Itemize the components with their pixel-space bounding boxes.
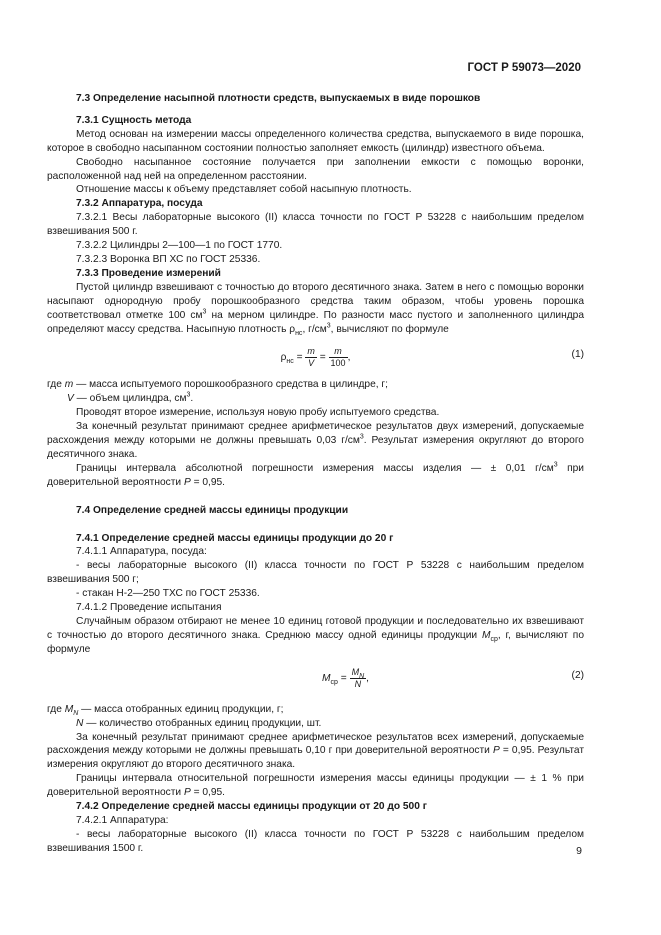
paragraph: Границы интервала абсолютной погрешности измерения массы изделия — ± 0,01 $г/см^3$ при доверительной вероятности P = 0,95. [47,461,584,488]
paragraph: Случайным образом отбирают не менее 10 единиц готовой продукции и последовательно их взвешивают с точностью до второго десятичного знака. Среднюю массу одной единицы продукции $M_{ср}$, г, вычисляют по формуле [47,616,584,655]
paragraph: Отношение массы к объему представляет собой насыпную плотность. [76,184,412,196]
fraction: $\frac{m}{V}$ [307,346,315,369]
where-line: N — количество отобранных единиц продукции, шт. [76,717,322,729]
paragraph: 7.3.2.2 Цилиндры 2—100—1 по ГОСТ 1770. [76,240,283,252]
paragraph: Метод основан на измерении массы определенного количества средства, выпускаемого в виде порошка, которое в свободно насыпанном состоянии полностью заполняет емкость (цилиндр) известного объема. [47,128,584,154]
section-7-3-1-title: 7.3.1 Сущность метода [76,114,192,126]
section-7-4-1-title: 7.4.1 Определение средней массы единицы продукции до 20 г [76,532,394,544]
where-line: где $M_N$ — масса отобранных единиц продукции, г; [47,703,284,717]
paragraph: За конечный результат принимают среднее арифметическое результатов всех измерений, допускаемые расхождения между которыми не должны превышать 0,10 г при доверительной вероятности P = 0,95. Результат измерения округляют до второго десятичного знака. [47,731,585,771]
where-line: где m — масса испытуемого порошкообразного средства в цилиндре, г; [47,379,388,391]
paragraph: 7.4.1.2 Проведение испытания [76,602,222,614]
list-item: - весы лабораторные высокого (II) класса точности по ГОСТ Р 53228 с наибольшим пределом взвешивания 500 г; [47,560,584,586]
paragraph: Свободно насыпанное состояние получается при заполнении емкости с помощью воронки, расположенной над ней на определенном расстоянии. [47,156,584,182]
paragraph: Границы интервала относительной погрешности измерения массы единицы продукции — ± 1 % при доверительной вероятности P = 0,95. [47,773,584,799]
document-standard-id: ГОСТ Р 59073—2020 [467,62,581,74]
paragraph: Пустой цилиндр взвешивают с точностью до второго десятичного знака. Затем в него с помощью воронки насыпают однородную пробу порошкообразного средства таким образом, чтобы уровень порошка соответствовал отметке 100 $см^3$ на мерном цилиндре. По разности масс пустого и заполненного цилиндра определяют массу средства. Насыпную плотность $\rho_{нс}$, $г/см^3$, вычисляют по формуле [47,281,584,337]
section-7-3-title: 7.3 Определение насыпной плотности средств, выпускаемых в виде порошков [76,93,481,104]
fraction: $\frac{m}{100}$ [330,346,346,369]
section-7-4-2-title: 7.4.2 Определение средней массы единицы продукции от 20 до 500 г [76,801,427,813]
formula-1: $\rho_{нс}$ = $\frac{m}{V}$ = $\frac{m}{100}$ , (1) [280,346,584,369]
section-7-3-2-title: 7.3.2 Аппаратура, посуда [76,198,203,210]
paragraph: 7.4.1.1 Аппаратура, посуда: [76,546,207,558]
formula-2: $M_{ср}$ = $\frac{M_N}{N}$ , (2) [322,666,584,689]
paragraph: 7.3.2.1 Весы лабораторные высокого (II) класса точности по ГОСТ Р 53228 с наибольшим пределом взвешивания 500 г. [47,212,584,238]
list-item: - весы лабораторные высокого (II) класса точности по ГОСТ Р 53228 с наибольшим пределом взвешивания 1500 г. [47,828,584,854]
list-item: - стакан Н-2—250 ТХС по ГОСТ 25336. [76,588,260,600]
paragraph: 7.4.2.1 Аппаратура: [76,814,169,826]
paragraph: 7.3.2.3 Воронка ВП ХС по ГОСТ 25336. [76,253,261,265]
formula-number: (1) [571,349,584,361]
formula-number: (2) [571,669,584,681]
where-line: V — объем цилиндра, $см^3$. [67,391,194,405]
paragraph: За конечный результат принимают среднее арифметическое результатов двух измерений, допускаемые расхождения между которыми не должны превышать 0,03 $г/см^3$. Результат измерения округляют до второго десятичного знака. [47,421,584,460]
section-7-4-title: 7.4 Определение средней массы единицы продукции [76,504,349,516]
section-7-3-3-title: 7.3.3 Проведение измерений [76,267,221,279]
fraction: $\frac{M_N}{N}$ [351,666,365,689]
page-number: 9 [576,845,582,857]
page-content [47,92,584,856]
paragraph: Проводят второе измерение, используя новую пробу испытуемого средства. [76,407,440,419]
